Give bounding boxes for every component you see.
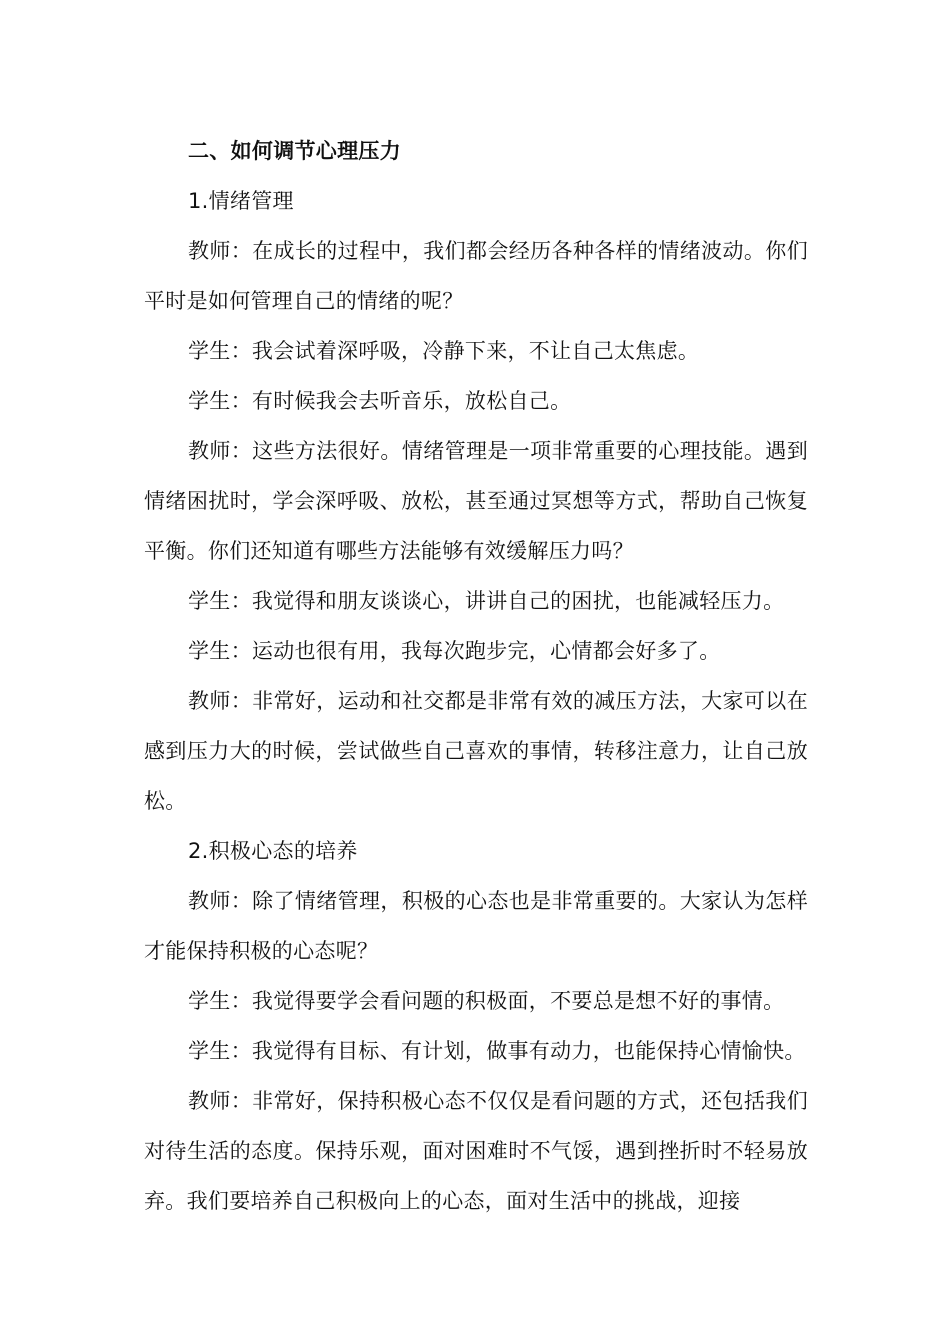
teacher-paragraph: 教师：这些方法很好。情绪管理是一项非常重要的心理技能。遇到情绪困扰时，学会深呼吸、放松，甚至通过冥想等方式，帮助自己恢复平衡。你们还知道有哪些方法能够有效缓解压力吗？	[144, 439, 808, 563]
student-paragraph: 学生：我会试着深呼吸，冷静下来，不让自己太焦虑。	[188, 339, 700, 363]
subsection-heading-emotion-management: 1.情绪管理	[188, 189, 294, 213]
section-heading: 二、如何调节心理压力	[188, 139, 401, 163]
teacher-paragraph: 教师：非常好，运动和社交都是非常有效的减压方法，大家可以在感到压力大的时候，尝试做些自己喜欢的事情，转移注意力，让自己放松。	[144, 689, 808, 813]
teacher-paragraph: 教师：除了情绪管理，积极的心态也是非常重要的。大家认为怎样才能保持积极的心态呢？	[144, 889, 808, 963]
student-paragraph: 学生：我觉得要学会看问题的积极面，不要总是想不好的事情。	[188, 989, 785, 1013]
document-body	[144, 126, 808, 1226]
student-paragraph: 学生：我觉得有目标、有计划，做事有动力，也能保持心情愉快。	[188, 1039, 806, 1063]
teacher-paragraph: 教师：非常好，保持积极心态不仅仅是看问题的方式，还包括我们对待生活的态度。保持乐观，面对困难时不气馁，遇到挫折时不轻易放弃。我们要培养自己积极向上的心态，面对生活中的挑战，迎接	[144, 1089, 808, 1213]
student-paragraph: 学生：运动也很有用，我每次跑步完，心情都会好多了。	[188, 639, 721, 663]
student-paragraph: 学生：有时候我会去听音乐，放松自己。	[188, 389, 572, 413]
subsection-heading-positive-mindset: 2.积极心态的培养	[188, 839, 358, 863]
student-paragraph: 学生：我觉得和朋友谈谈心，讲讲自己的困扰，也能减轻压力。	[188, 589, 785, 613]
teacher-paragraph: 教师：在成长的过程中，我们都会经历各种各样的情绪波动。你们平时是如何管理自己的情绪的呢？	[144, 239, 808, 313]
